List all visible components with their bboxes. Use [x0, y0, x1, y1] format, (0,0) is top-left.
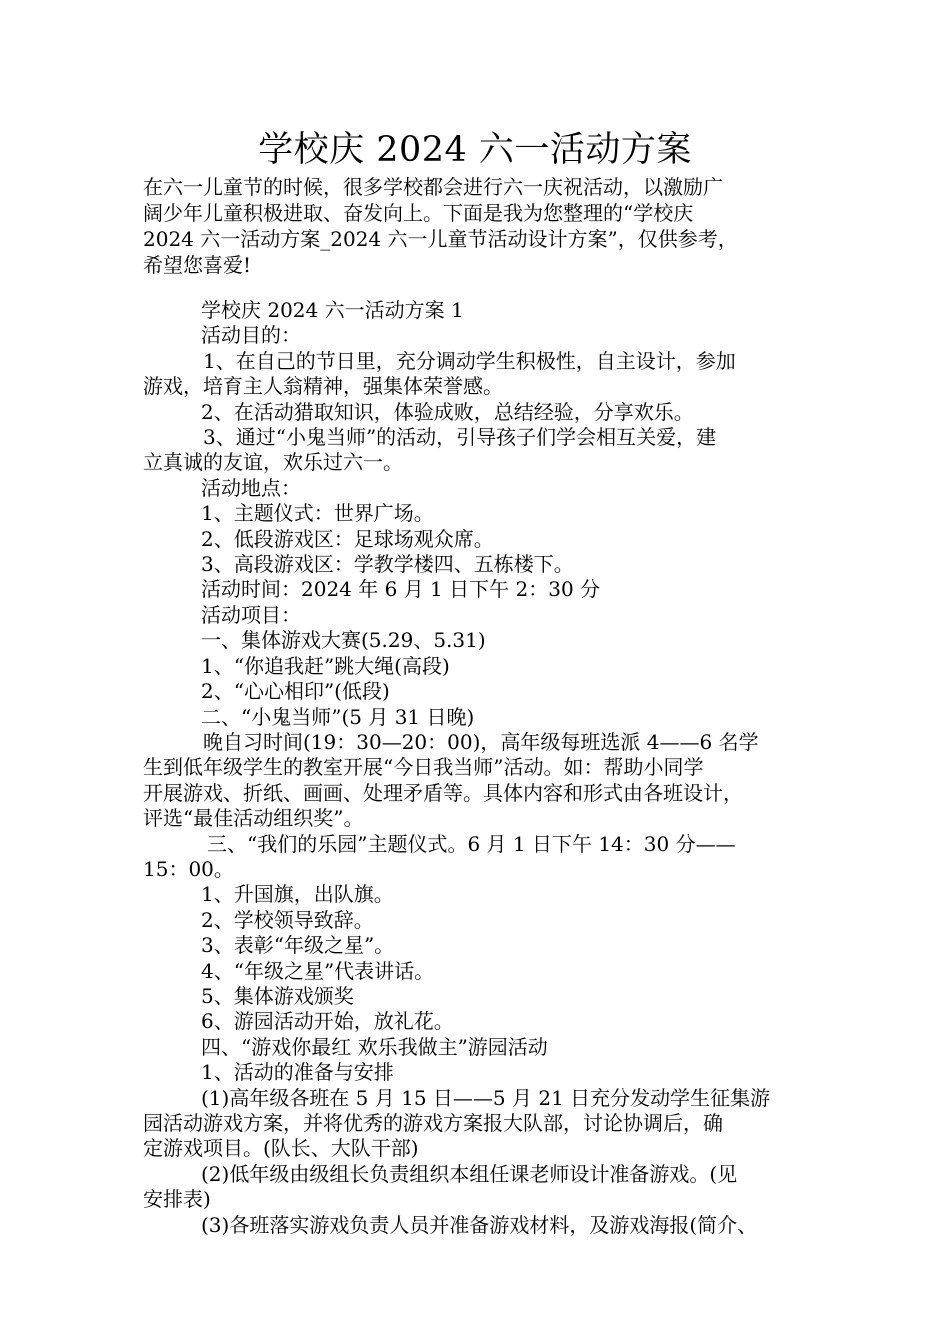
- paragraph-line: 1、在自己的节日里，充分调动学生积极性，自主设计，参加: [203, 348, 736, 373]
- paragraph-line: (3)各班落实游戏负责人员并准备游戏材料，及游戏海报(简介、: [201, 1212, 758, 1237]
- intro-line: 希望您喜爱!: [143, 253, 252, 277]
- list-item: 1、升国旗，出队旗。: [201, 882, 394, 907]
- list-item: 1、“你追我赶”跳大绳(高段): [201, 653, 450, 678]
- paragraph-line: 评选“最佳活动组织奖”。: [143, 806, 364, 831]
- paragraph-line: 三、“我们的乐园”主题仪式。6 月 1 日下午 14：30 分——: [207, 831, 736, 856]
- intro-line: 2024 六一活动方案_2024 六一儿童节活动设计方案”，仅供参考，: [143, 227, 738, 251]
- paragraph-line: 定游戏项目。(队长、大队干部): [143, 1136, 419, 1161]
- paragraph-line: 15：00。: [143, 856, 234, 881]
- list-item: 二、“小鬼当师”(5 月 31 日晚): [201, 704, 475, 729]
- list-item: 5、集体游戏颁奖: [201, 983, 354, 1008]
- paragraph-line: 2、在活动猎取知识，体验成败，总结经验，分享欢乐。: [201, 399, 694, 424]
- paragraph-line: 园活动游戏方案，并将优秀的游戏方案报大队部，讨论协调后，确: [143, 1111, 723, 1135]
- paragraph-line: 3、通过“小鬼当师”的活动，引导孩子们学会相互关爱，建: [203, 425, 717, 450]
- paragraph-line: 安排表): [143, 1187, 211, 1212]
- paragraph-line: 活动时间：2024 年 6 月 1 日下午 2：30 分: [201, 577, 601, 602]
- list-item: 4、“年级之星”代表讲话。: [201, 958, 435, 983]
- paragraph-line: (2)低年级由级组长负责组织本组任课老师设计准备游戏。(见: [201, 1161, 738, 1186]
- paragraph-line: 生到低年级学生的教室开展“今日我当师”活动。如：帮助小同学: [143, 755, 704, 780]
- subheading: 活动地点：: [201, 475, 301, 500]
- list-item: 2、“心心相印”(低段): [201, 679, 390, 704]
- list-item: 3、表彰“年级之星”。: [201, 933, 395, 958]
- subheading: 1、活动的准备与安排: [201, 1060, 394, 1085]
- list-item: 1、主题仪式：世界广场。: [201, 501, 434, 526]
- list-item: 3、高段游戏区：学教学楼四、五栋楼下。: [201, 552, 574, 577]
- paragraph-line: 晚自习时间(19：30—20：00)，高年级每班选派 4——6 名学: [203, 729, 759, 754]
- list-item: 2、低段游戏区：足球场观众席。: [201, 526, 494, 551]
- paragraph-line: 开展游戏、折纸、画画、处理矛盾等。具体内容和形式由各班设计，: [143, 780, 743, 805]
- intro-line: 在六一儿童节的时候，很多学校都会进行六一庆祝活动，以激励广: [143, 175, 723, 199]
- paragraph-line: 游戏，培育主人翁精神，强集体荣誉感。: [143, 374, 503, 399]
- document-title: 学校庆 2024 六一活动方案: [258, 130, 692, 170]
- list-item: 2、学校领导致辞。: [201, 907, 374, 932]
- subheading: 活动目的：: [201, 323, 301, 348]
- intro-paragraph: [143, 174, 813, 278]
- section-heading: 学校庆 2024 六一活动方案 1: [201, 298, 464, 322]
- list-item: 6、游园活动开始，放礼花。: [201, 1009, 454, 1034]
- paragraph-line: (1)高年级各班在 5 月 15 日——5 月 21 日充分发动学生征集游: [201, 1085, 771, 1110]
- document-body: [143, 298, 818, 1238]
- intro-line: 阔少年儿童积极进取、奋发向上。下面是我为您整理的“学校庆: [143, 201, 694, 225]
- list-item: 四、“游戏你最红 欢乐我做主”游园活动: [201, 1034, 548, 1059]
- subheading: 活动项目：: [201, 602, 301, 627]
- list-item: 一、集体游戏大赛(5.29、5.31): [201, 628, 486, 653]
- paragraph-line: 立真诚的友谊，欢乐过六一。: [143, 450, 403, 475]
